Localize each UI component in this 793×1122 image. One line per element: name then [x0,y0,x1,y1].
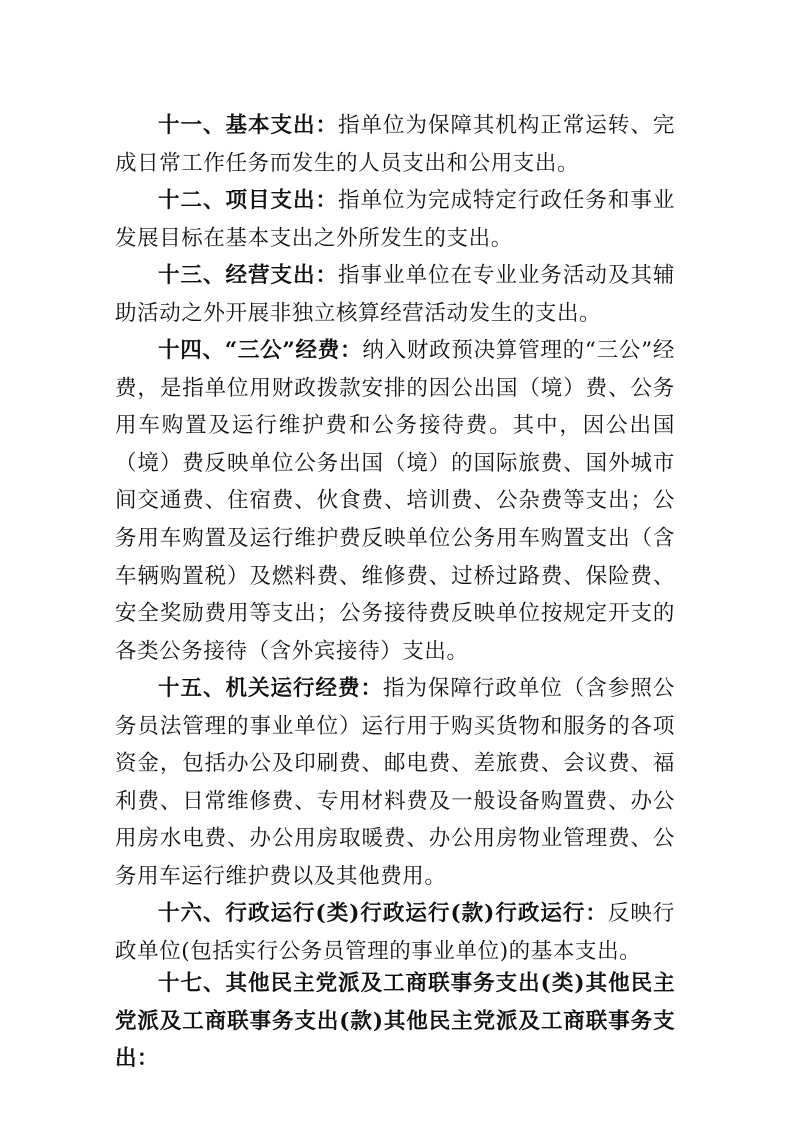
term-agency-operating-funds: 十五、机关运行经费： [158,676,383,701]
paragraph-project-expenditure [115,182,675,257]
definition-basic-expenditure: 指单位为保障其机构正常运转、完成日常工作任务而发生的人员支出和公用支出。 [115,113,675,176]
term-basic-expenditure: 十一、基本支出： [158,113,338,138]
paragraph-operating-expenditure [115,257,675,332]
definition-project-expenditure: 指单位为完成特定行政任务和事业发展目标在基本支出之外所发生的支出。 [115,188,675,251]
definition-operating-expenditure: 指事业单位在专业业务活动及其辅助活动之外开展非独立核算经营活动发生的支出。 [115,263,675,326]
paragraph-basic-expenditure [115,107,675,182]
term-operating-expenditure: 十三、经营支出： [158,263,338,288]
definition-three-public-expenses: 纳入财政预决算管理的“三公”经费，是指单位用财政拨款安排的因公出国（境）费、公务用车购置及运行维护费和公务接待费。其中，因公出国（境）费反映单位公务出国（境）的国际旅费、国外城市间交通费、住宿费、伙食费、培训费、公杂费等支出；公务用车购置及运行维护费反映单位公务用车购置支出（含车辆购置税）及燃料费、维修费、过桥过路费、保险费、安全奖励费用等支出；公务接待费反映单位按规定开支的各类公务接待（含外宾接待）支出。 [115,338,676,664]
term-three-public-expenses: 十四、“三公”经费： [158,338,363,363]
paragraph-democratic-parties-expenditure [115,965,675,1078]
paragraph-agency-operating-funds [115,670,675,896]
paragraph-three-public-expenses [115,332,675,670]
paragraph-administrative-operation [115,895,675,970]
definition-agency-operating-funds: 指为保障行政单位（含参照公务员法管理的事业单位）运行用于购买货物和服务的各项资金，包括办公及印刷费、邮电费、差旅费、会议费、福利费、日常维修费、专用材料费及一般设备购置费、办公用房水电费、办公用房取暖费、办公用房物业管理费、公务用车运行维护费以及其他费用。 [115,676,675,889]
term-democratic-parties-expenditure: 十七、其他民主党派及工商联事务支出(类)其他民主党派及工商联事务支出(款)其他民主党派及工商联事务支出： [115,971,675,1072]
definition-administrative-operation: 反映行政单位(包括实行公务员管理的事业单位)的基本支出。 [115,901,675,964]
term-project-expenditure: 十二、项目支出： [158,188,338,213]
term-administrative-operation: 十六、行政运行(类)行政运行(款)行政运行： [158,901,608,926]
